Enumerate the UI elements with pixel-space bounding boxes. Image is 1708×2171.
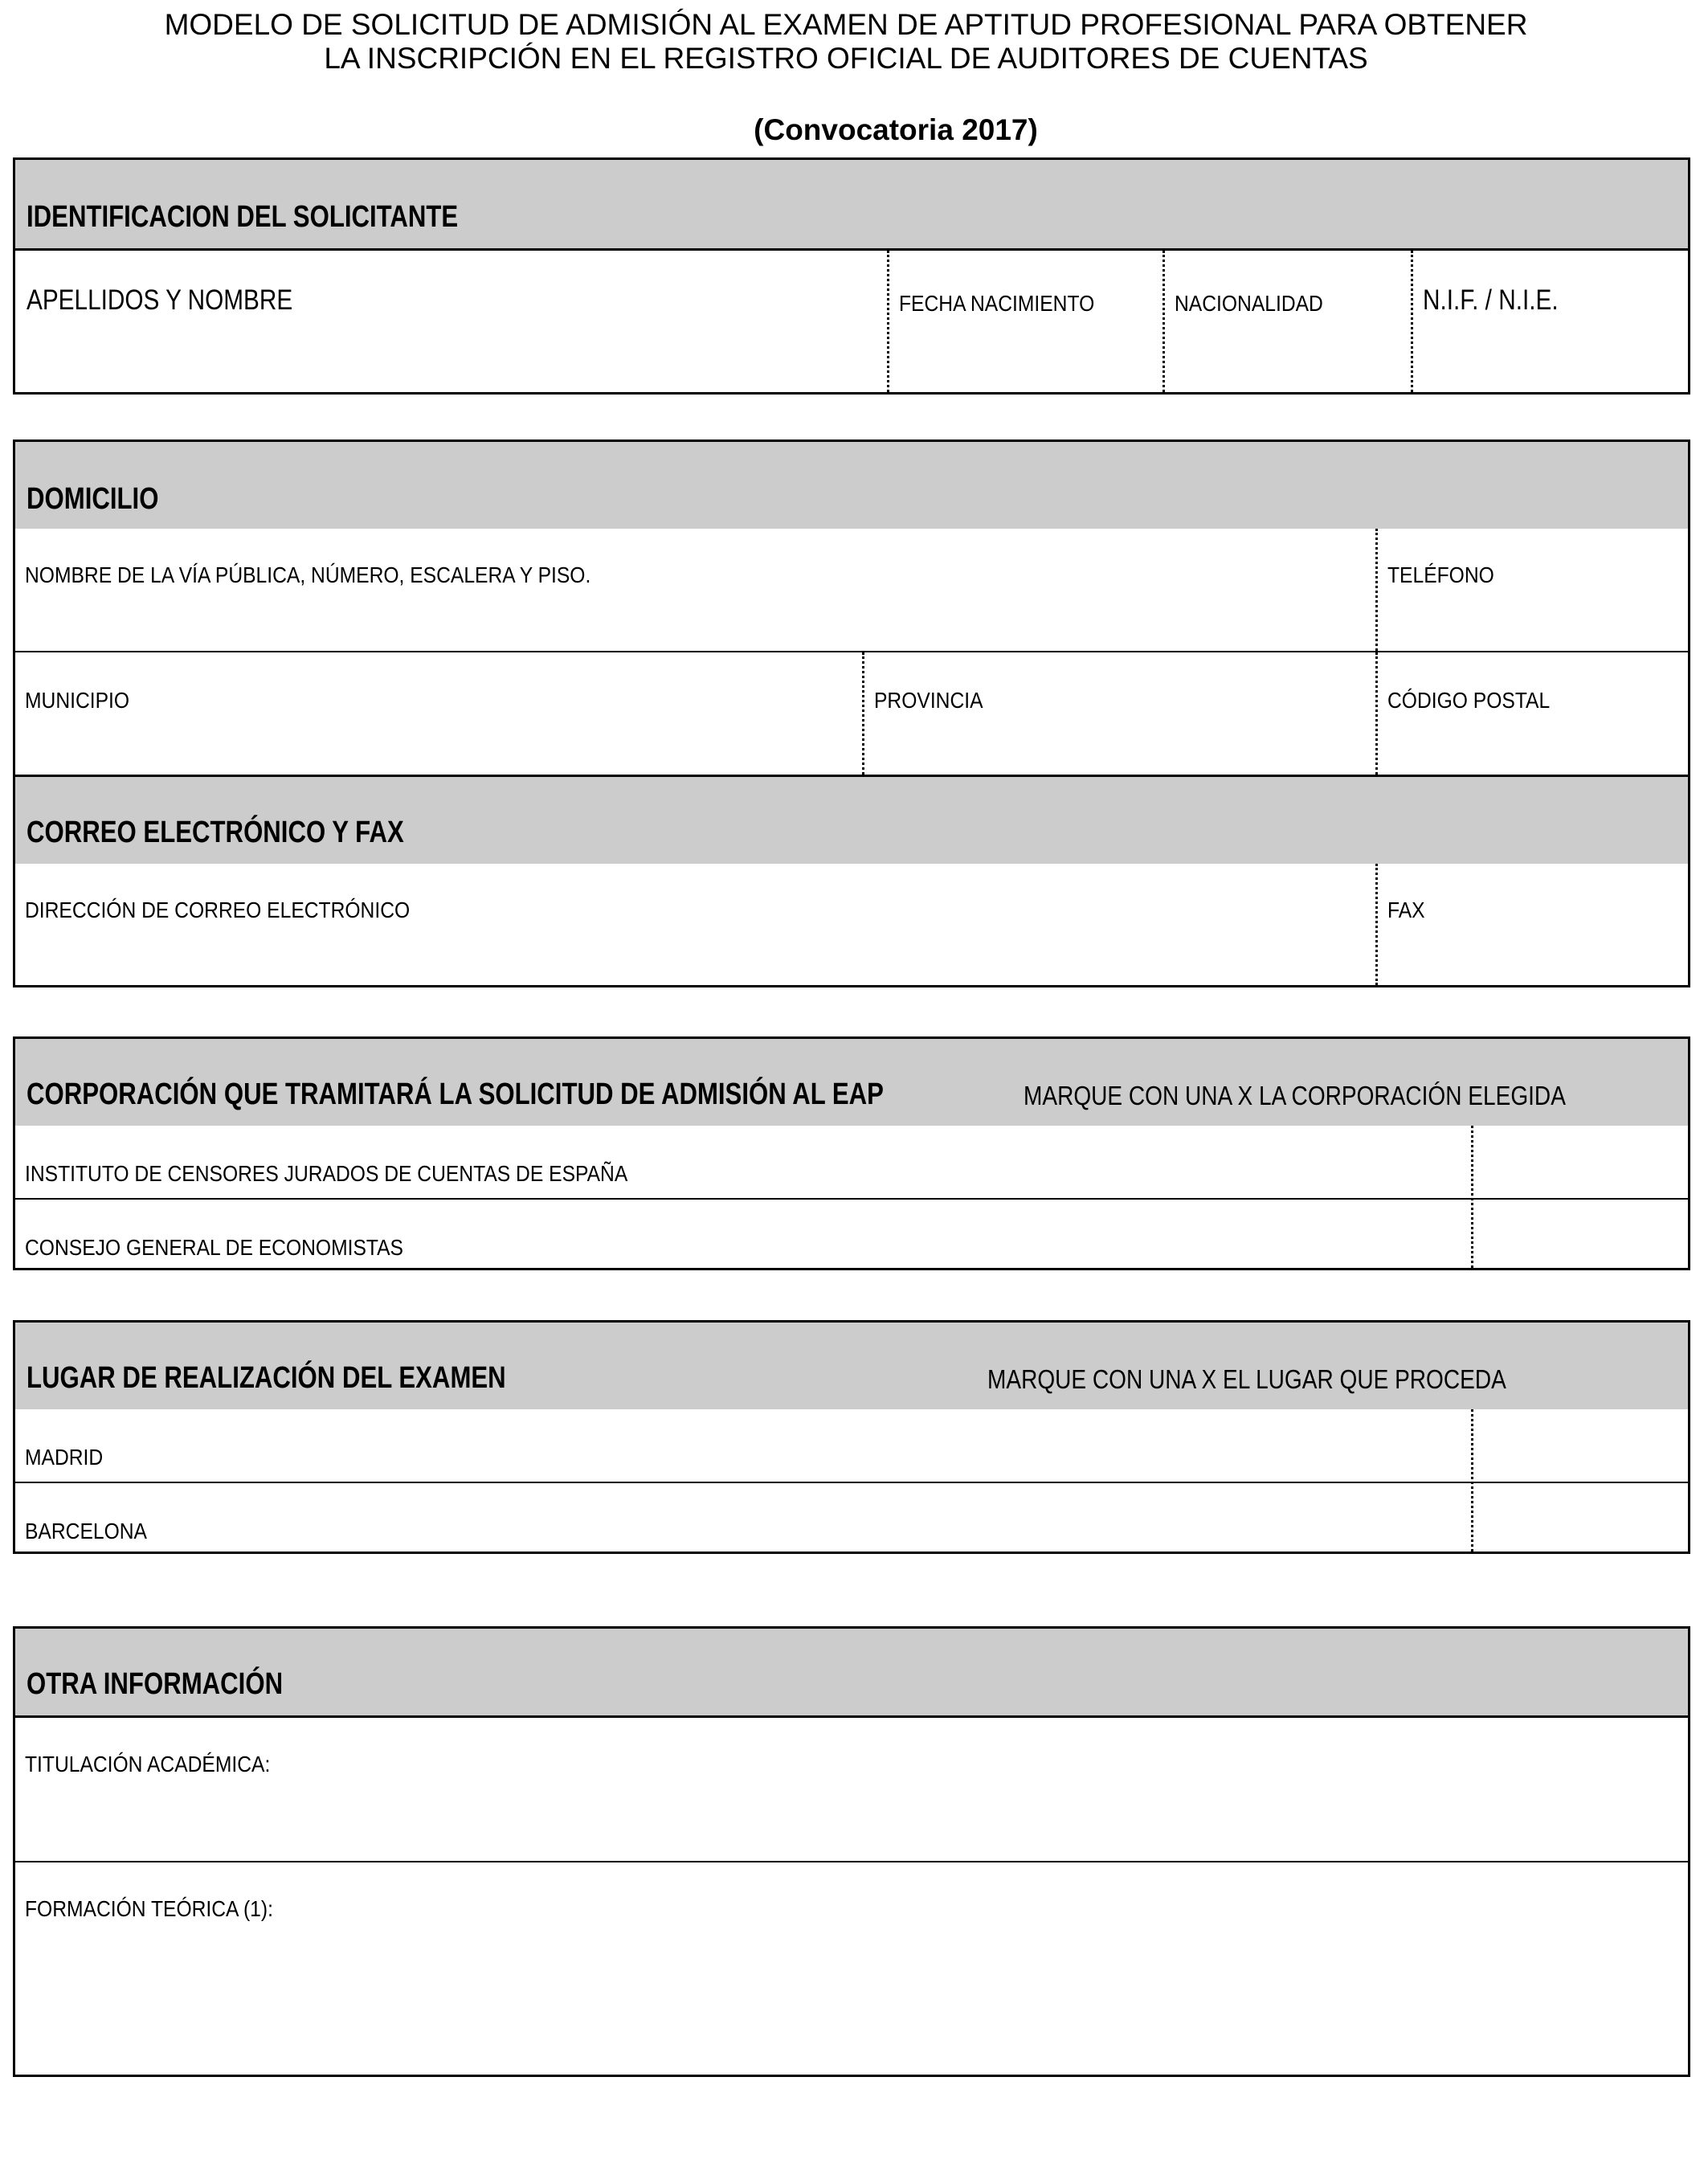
lugar-checkbox[interactable]	[1459, 1483, 1688, 1552]
identificacion-title: IDENTIFICACION DEL SOLICITANTE	[27, 200, 459, 234]
otra-informacion-section	[13, 1626, 1690, 2077]
corporacion-checkbox[interactable]	[1459, 1126, 1688, 1198]
form-title-line2: LA INSCRIPCIÓN EN EL REGISTRO OFICIAL DE AUDITORES DE CUENTAS	[324, 42, 1368, 75]
identificacion-section	[13, 157, 1690, 395]
nacionalidad-field[interactable]	[1165, 251, 1411, 392]
corporacion-checkbox[interactable]	[1459, 1200, 1688, 1268]
convocatoria-label: (Convocatoria 2017)	[754, 113, 1038, 146]
apellidos-nombre-field[interactable]	[15, 251, 887, 392]
fecha-nacimiento-label: FECHA NACIMIENTO	[899, 291, 1095, 316]
provincia-label: PROVINCIA	[874, 688, 983, 713]
domicilio-title: DOMICILIO	[27, 482, 159, 516]
form-title-line1: MODELO DE SOLICITUD DE ADMISIÓN AL EXAMEN DE APTITUD PROFESIONAL PARA OBTENER	[164, 8, 1528, 41]
domicilio-section	[13, 440, 1690, 987]
email-field[interactable]	[15, 864, 1375, 985]
corporacion-note: MARQUE CON UNA X LA CORPORACIÓN ELEGIDA	[1024, 1081, 1566, 1110]
telefono-field[interactable]	[1378, 529, 1688, 651]
lugar-option-row	[15, 1409, 1688, 1482]
titulacion-label: TITULACIÓN ACADÉMICA:	[25, 1752, 271, 1776]
fax-label: FAX	[1387, 897, 1425, 922]
corporacion-header	[15, 1039, 1688, 1126]
fecha-nacimiento-field[interactable]	[889, 251, 1163, 392]
lugar-checkbox[interactable]	[1459, 1409, 1688, 1482]
formacion-label: FORMACIÓN TEÓRICA (1):	[25, 1896, 273, 1921]
formacion-field[interactable]	[15, 1862, 1688, 2075]
nif-nie-field[interactable]	[1413, 251, 1688, 392]
email-label: DIRECCIÓN DE CORREO ELECTRÓNICO	[25, 897, 411, 922]
lugar-note: MARQUE CON UNA X EL LUGAR QUE PROCEDA	[987, 1364, 1506, 1394]
otra-informacion-header	[15, 1629, 1688, 1718]
telefono-label: TELÉFONO	[1387, 562, 1494, 587]
otra-informacion-title: OTRA INFORMACIÓN	[27, 1667, 284, 1701]
divider	[1471, 1409, 1473, 1552]
corporacion-option-row	[15, 1200, 1688, 1268]
corporacion-option-label: CONSEJO GENERAL DE ECONOMISTAS	[25, 1235, 403, 1260]
nacionalidad-label: NACIONALIDAD	[1175, 291, 1323, 316]
codigo-postal-label: CÓDIGO POSTAL	[1387, 688, 1551, 713]
apellidos-nombre-label: APELLIDOS Y NOMBRE	[27, 284, 293, 316]
correo-fax-header	[15, 777, 1688, 864]
nif-nie-label: N.I.F. / N.I.E.	[1423, 284, 1559, 316]
titulacion-field[interactable]	[15, 1718, 1688, 1861]
identificacion-header	[15, 160, 1688, 251]
lugar-section	[13, 1320, 1690, 1554]
provincia-field[interactable]	[864, 652, 1375, 775]
domicilio-header	[15, 442, 1688, 529]
corporacion-option-row	[15, 1126, 1688, 1198]
corporacion-section	[13, 1036, 1690, 1270]
corporacion-title: CORPORACIÓN QUE TRAMITARÁ LA SOLICITUD DE ADMISIÓN AL EAP	[27, 1077, 884, 1111]
codigo-postal-field[interactable]	[1378, 652, 1688, 775]
lugar-option-label: MADRID	[25, 1445, 104, 1470]
lugar-header	[15, 1323, 1688, 1409]
via-publica-label: NOMBRE DE LA VÍA PÚBLICA, NÚMERO, ESCALERA Y PISO.	[25, 562, 591, 587]
divider	[1471, 1126, 1473, 1268]
corporacion-option-label: INSTITUTO DE CENSORES JURADOS DE CUENTAS DE ESPAÑA	[25, 1161, 628, 1186]
municipio-label: MUNICIPIO	[25, 688, 130, 713]
via-publica-field[interactable]	[15, 529, 1375, 651]
lugar-option-label: BARCELONA	[25, 1519, 147, 1543]
lugar-title: LUGAR DE REALIZACIÓN DEL EXAMEN	[27, 1361, 506, 1395]
correo-fax-title: CORREO ELECTRÓNICO Y FAX	[27, 816, 404, 849]
lugar-option-row	[15, 1483, 1688, 1552]
municipio-field[interactable]	[15, 652, 862, 775]
fax-field[interactable]	[1378, 864, 1688, 985]
